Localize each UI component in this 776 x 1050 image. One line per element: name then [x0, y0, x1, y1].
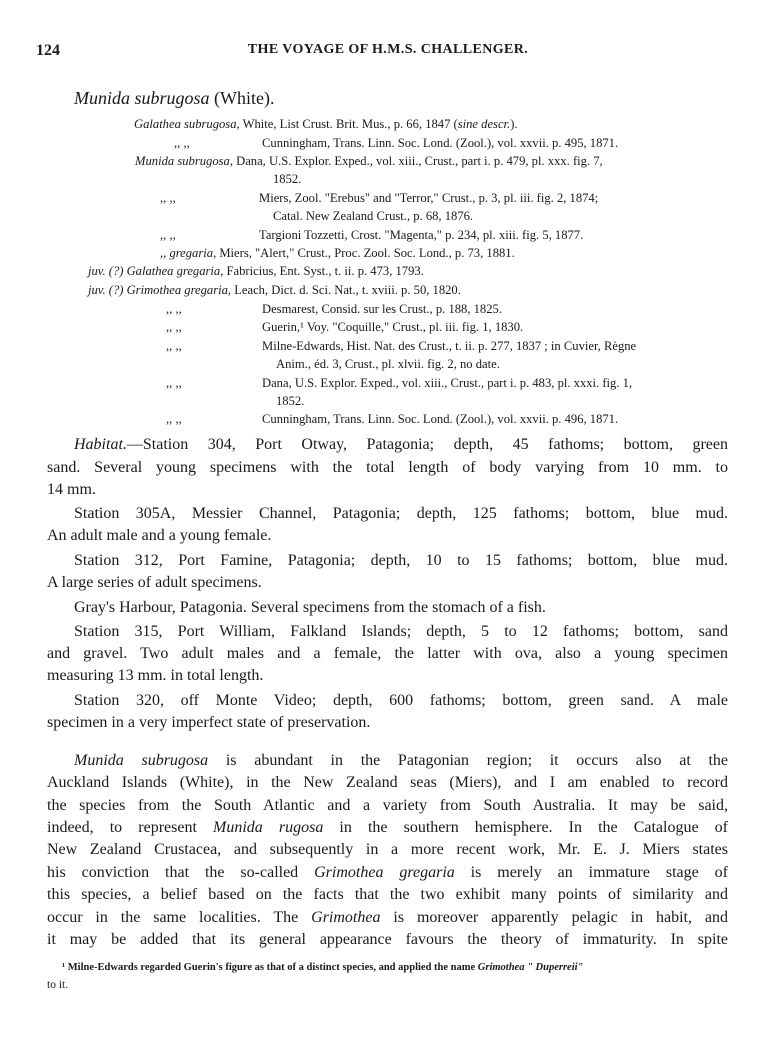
synonymy-ditto: ,, ,, — [166, 339, 182, 353]
habitat-label: Habitat. — [74, 436, 127, 453]
discussion-line: this species, a belief based on the facts that the two exhibit many points of similarity and — [47, 886, 728, 903]
habitat-line: Station 315, Port William, Falkland Islands; depth, 5 to 12 fathoms; bottom, sand — [74, 623, 728, 640]
habitat-line: specimen in a very imperfect state of preservation. — [47, 714, 371, 731]
synonymy-ditto: ,, ,, — [174, 136, 190, 150]
species-name: Munida subrugosa — [74, 88, 210, 108]
synonymy-ditto: ,, ,, — [166, 320, 182, 334]
synonymy-line: Cunningham, Trans. Linn. Soc. Lond. (Zool.), vol. xxvii. p. 496, 1871. — [262, 412, 619, 426]
discussion-line: occur in the same localities. The Grimothea is moreover apparently pelagic in habit, and — [47, 909, 728, 926]
synonymy-ditto: ,, ,, — [166, 412, 182, 426]
synonymy-line: Catal. New Zealand Crust., p. 68, 1876. — [273, 209, 474, 223]
species-author: (White). — [214, 88, 275, 108]
page-number: 124 — [36, 42, 60, 59]
discussion-line: New Zealand Crustacea, and subsequently in a more recent work, Mr. E. J. Miers states — [47, 841, 728, 858]
footnote: ¹ Milne-Edwards regarded Guerin's figure as that of a distinct species, and applied the name Grimothea " Duperreii" — [62, 962, 584, 973]
habitat-line: Station 320, off Monte Video; depth, 600 fathoms; bottom, green sand. A male — [74, 692, 728, 709]
discussion-line: Auckland Islands (White), in the New Zealand seas (Miers), and I am enabled to record — [47, 774, 728, 791]
habitat-line: 14 mm. — [47, 481, 96, 498]
discussion-line: Munida subrugosa is abundant in the Patagonian region; it occurs also at the — [74, 752, 729, 769]
synonymy-line: Desmarest, Consid. sur les Crust., p. 188, 1825. — [262, 302, 502, 316]
habitat-line: and gravel. Two adult males and a female, the latter with ova, also a young specimen — [47, 645, 728, 662]
synonymy-line: Munida subrugosa, Dana, U.S. Explor. Exped., vol. xiii., Crust., part i. p. 479, pl. xxx. fig. 7, — [135, 154, 603, 168]
discussion-line: the species from the South Atlantic and a variety from South Australia. It may be said, — [47, 797, 728, 814]
synonymy-line: juv. (?) Grimothea gregaria, Leach, Dict. d. Sci. Nat., t. xviii. p. 50, 1820. — [88, 283, 461, 297]
synonymy-line: Targioni Tozzetti, Crost. "Magenta," p. 234, pl. xiii. fig. 5, 1877. — [259, 228, 584, 242]
running-head: THE VOYAGE OF H.M.S. CHALLENGER. — [247, 42, 529, 57]
habitat-line: Habitat.—Station 304, Port Otway, Patagonia; depth, 45 fathoms; bottom, green — [74, 436, 728, 453]
synonymy-line: 1852. — [276, 394, 305, 408]
synonymy-ditto: ,, ,, — [160, 228, 176, 242]
synonymy-ditto: ,, ,, — [166, 376, 182, 390]
synonymy-line: ,, gregaria, Miers, "Alert," Crust., Proc. Zool. Soc. Lond., p. 73, 1881. — [160, 246, 515, 260]
habitat-line: Gray's Harbour, Patagonia. Several specimens from the stomach of a fish. — [74, 599, 546, 616]
habitat-line: An adult male and a young female. — [47, 527, 272, 544]
discussion-line: his conviction that the so-called Grimothea gregaria is merely an immature stage of — [47, 864, 729, 881]
synonymy-line: Miers, Zool. "Erebus" and "Terror," Crust., p. 3, pl. iii. fig. 2, 1874; — [259, 191, 599, 205]
synonymy-line: Anim., éd. 3, Crust., pl. xlvii. fig. 2, no date. — [276, 357, 500, 371]
species-title — [74, 88, 274, 109]
habitat-line: Station 312, Port Famine, Patagonia; depth, 10 to 15 fathoms; bottom, blue mud. — [74, 552, 728, 569]
synonymy-line: juv. (?) Galathea gregaria, Fabricius, Ent. Syst., t. ii. p. 473, 1793. — [88, 264, 424, 278]
synonymy-line: Galathea subrugosa, White, List Crust. Brit. Mus., p. 66, 1847 (sine descr.). — [134, 117, 518, 131]
habitat-line: A large series of adult specimens. — [47, 574, 262, 591]
synonymy-line: Cunningham, Trans. Linn. Soc. Lond. (Zool.), vol. xxvii. p. 495, 1871. — [262, 136, 619, 150]
synonymy-line: Milne-Edwards, Hist. Nat. des Crust., t. ii. p. 277, 1837 ; in Cuvier, Règne — [262, 339, 637, 353]
synonymy-line: 1852. — [273, 172, 302, 186]
habitat-line: Station 305A, Messier Channel, Patagonia; depth, 125 fathoms; bottom, blue mud. — [74, 505, 728, 522]
synonymy-line: Guerin,¹ Voy. "Coquille," Crust., pl. iii. fig. 1, 1830. — [262, 320, 524, 334]
discussion-line: it may be added that its general appearance favours the theory of immaturity. In spite — [47, 931, 728, 948]
habitat-line: sand. Several young specimens with the total length of body varying from 10 mm. to — [47, 459, 728, 476]
synonymy-ditto: ,, ,, — [166, 302, 182, 316]
discussion-line: indeed, to represent Munida rugosa in the southern hemisphere. In the Catalogue of — [47, 819, 728, 836]
footnote-continuation: to it. — [47, 979, 69, 991]
synonymy-ditto: ,, ,, — [160, 191, 176, 205]
habitat-line: measuring 13 mm. in total length. — [47, 667, 264, 684]
synonymy-line: Dana, U.S. Explor. Exped., vol. xiii., Crust., part i. p. 483, pl. xxxi. fig. 1, — [262, 376, 633, 390]
